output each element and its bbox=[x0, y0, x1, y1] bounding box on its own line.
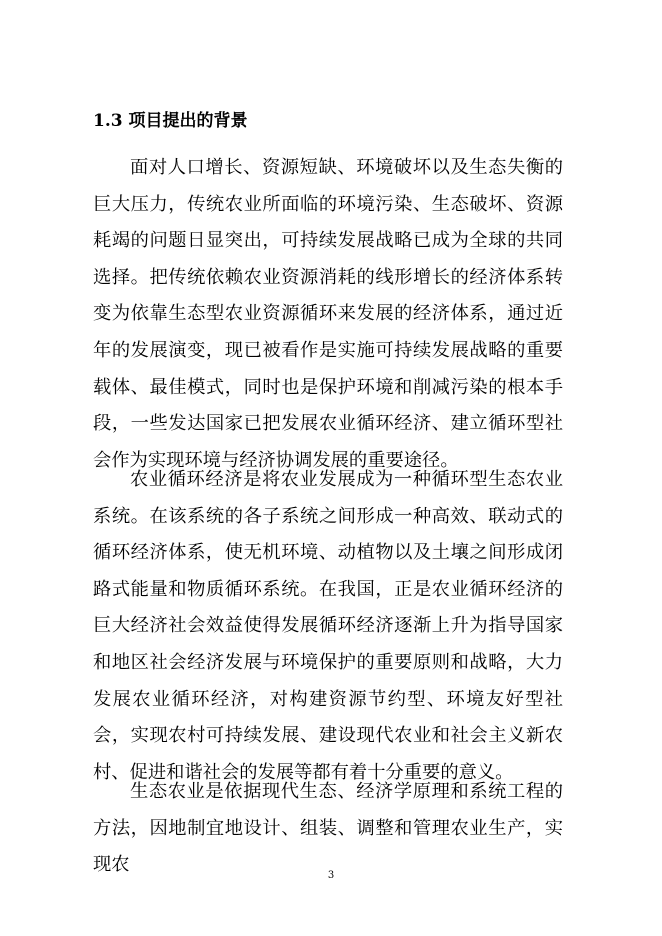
paragraph-background-1: 面对人口增长、资源短缺、环境破坏以及生态失衡的巨大压力，传统农业所面临的环境污染、生态破坏、资源耗竭的问题日显突出，可持续发展战略已成为全球的共同选择。把传统依赖农业资源消耗的线形增长的经济体系转变为依靠生态型农业资源循环来发展的经济体系，通过近年的发展演变，现已被看作是实施可持续发展战略的重要载体、最佳模式，同时也是保护环境和削减污染的根本手段，一些发达国家已把发展农业循环经济、建立循环型社会作为实现环境与经济协调发展的重要途径。 bbox=[93, 157, 563, 471]
paragraph-background-2: 农业循环经济是将农业发展成为一种循环型生态农业系统。在该系统的各子系统之间形成一种高效、联动式的循环经济体系，使无机环境、动植物以及土壤之间形成闭路式能量和物质循环系统。在我国，正是农业循环经济的巨大经济社会效益使得发展循环经济逐渐上升为指导国家和地区社会经济发展与环境保护的重要原则和战略，大力发展农业循环经济，对构建资源节约型、环境友好型社会，实现农村可持续发展、建设现代农业和社会主义新农村、促进和谐社会的发展等都有着十分重要的意义。 bbox=[93, 469, 563, 783]
section-heading: 1.3 项目提出的背景 bbox=[93, 111, 248, 131]
page-number: 3 bbox=[327, 870, 335, 881]
paragraph-background-3: 生态农业是依据现代生态、经济学原理和系统工程的方法，因地制宜地设计、组装、调整和管理农业生产，实现农 bbox=[93, 781, 563, 876]
